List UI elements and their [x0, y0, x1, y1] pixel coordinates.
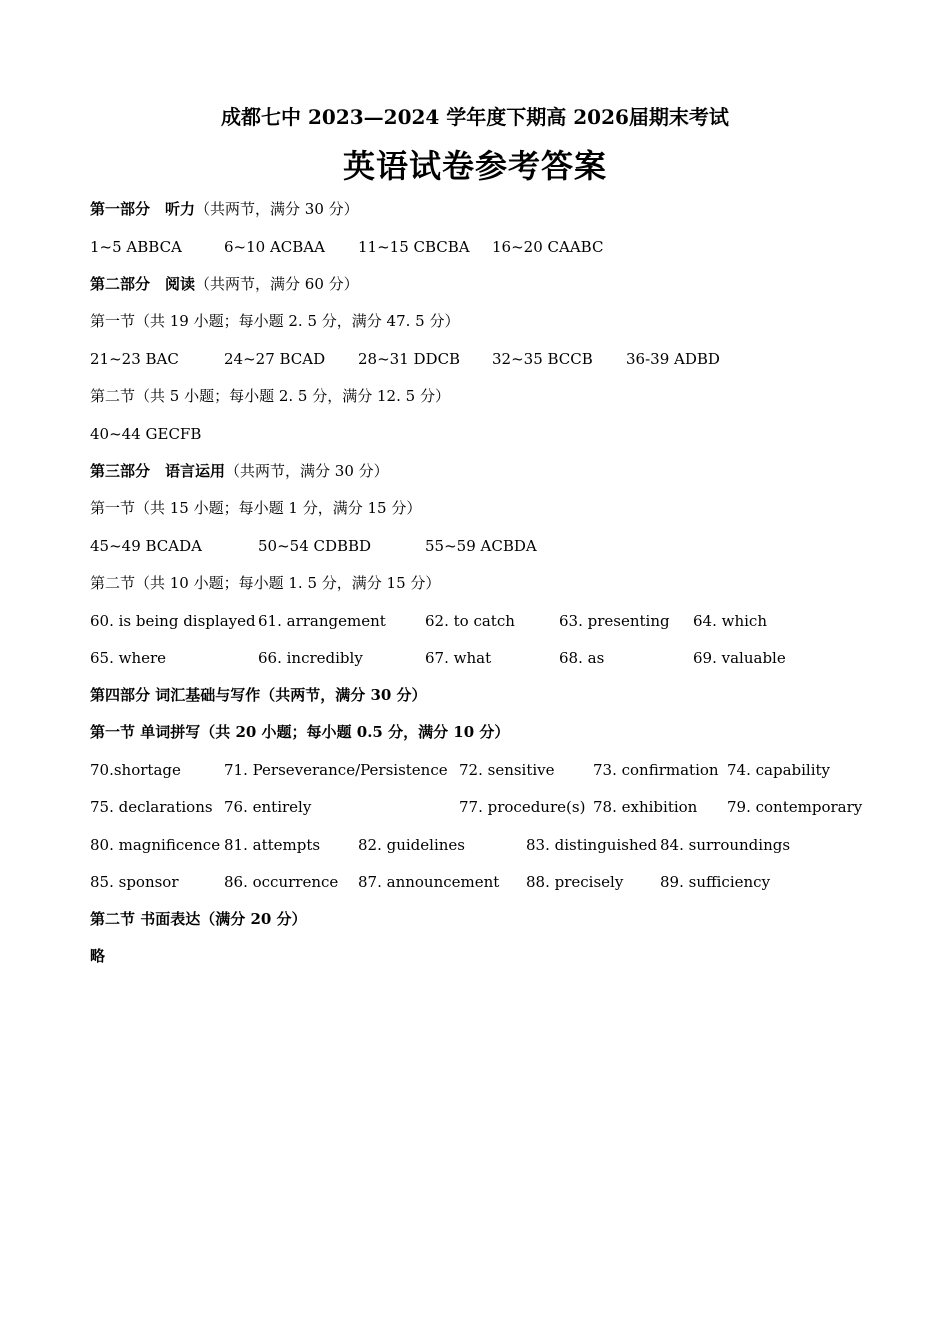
part2-s1-answer-3: 28~31 DDCB	[358, 350, 461, 368]
part4-s1-cell: 83. distinguished	[526, 836, 658, 854]
part2-section2-heading: 第二节（共 5 小题；每小题 2. 5 分，满分 12. 5 分）	[90, 387, 450, 405]
part4-s1-cell: 79. contemporary	[727, 798, 863, 816]
part2-s2-answer-1: 40~44 GECFB	[90, 425, 202, 443]
part3-section2-heading: 第二节（共 10 小题；每小题 1. 5 分，满分 15 分）	[90, 574, 441, 592]
part4-s1-cell: 71. Perseverance/Persistence	[224, 761, 448, 779]
part4-s1-cell: 82. guidelines	[358, 836, 465, 854]
part4-section2-answer: 略	[90, 947, 106, 965]
part4-s1-cell: 85. sponsor	[90, 873, 179, 891]
part4-s1-cell: 78. exhibition	[593, 798, 698, 816]
part2-s1-answer-1: 21~23 BAC	[90, 350, 179, 368]
part1-heading-line	[90, 199, 359, 219]
part2-heading-line	[90, 274, 359, 294]
part4-s1-cell: 81. attempts	[224, 836, 321, 854]
part3-s2-cell: 64. which	[693, 612, 767, 630]
part2-s1-answer-5: 36-39 ADBD	[626, 350, 720, 368]
part3-heading: 第三部分 语言运用	[90, 462, 226, 480]
part2-heading: 第二部分 阅读	[90, 275, 196, 293]
part1-answer-3: 11~15 CBCBA	[358, 238, 470, 256]
part3-s2-cell: 67. what	[425, 649, 492, 667]
part3-note: （共两节，满分 30 分）	[225, 462, 389, 480]
part4-section2-heading: 第二节 书面表达（满分 20 分）	[90, 910, 307, 928]
part3-s2-cell: 69. valuable	[693, 649, 786, 667]
part3-s2-cell: 61. arrangement	[258, 612, 386, 630]
part2-s1-answer-4: 32~35 BCCB	[492, 350, 593, 368]
part3-heading-line	[90, 461, 389, 481]
part4-s1-cell: 86. occurrence	[224, 873, 339, 891]
part4-s1-cell: 84. surroundings	[660, 836, 791, 854]
part2-section1-heading: 第一节（共 19 小题；每小题 2. 5 分，满分 47. 5 分）	[90, 312, 460, 330]
part1-answer-1: 1~5 ABBCA	[90, 238, 182, 256]
part4-s1-cell: 70.shortage	[90, 761, 181, 779]
part4-s1-cell: 77. procedure(s)	[459, 798, 586, 816]
part4-s1-cell: 72. sensitive	[459, 761, 555, 779]
part1-answer-4: 16~20 CAABC	[492, 238, 604, 256]
part4-s1-cell: 80. magnificence	[90, 836, 221, 854]
part3-s2-cell: 65. where	[90, 649, 167, 667]
part4-section1-heading: 第一节 单词拼写（共 20 小题；每小题 0.5 分，满分 10 分）	[90, 723, 510, 741]
part4-s1-cell: 87. announcement	[358, 873, 500, 891]
part3-s1-answer-1: 45~49 BCADA	[90, 537, 202, 555]
part4-s1-cell: 75. declarations	[90, 798, 213, 816]
exam-title: 成都七中 2023—2024 学年度下期高 2026届期末考试	[221, 105, 729, 129]
part1-heading: 第一部分 听力	[90, 200, 196, 218]
part4-s1-cell: 73. confirmation	[593, 761, 719, 779]
part4-s1-cell: 88. precisely	[526, 873, 624, 891]
part1-note: （共两节，满分 30 分）	[195, 200, 359, 218]
part3-s2-cell: 63. presenting	[559, 612, 670, 630]
part1-answer-2: 6~10 ACBAA	[224, 238, 325, 256]
part4-s1-cell: 89. sufficiency	[660, 873, 771, 891]
part3-section1-heading: 第一节（共 15 小题；每小题 1 分，满分 15 分）	[90, 499, 422, 517]
part2-note: （共两节，满分 60 分）	[195, 275, 359, 293]
part3-s2-cell: 68. as	[559, 649, 605, 667]
part3-s1-answer-3: 55~59 ACBDA	[425, 537, 537, 555]
part4-s1-cell: 74. capability	[727, 761, 831, 779]
part4-s1-cell: 76. entirely	[224, 798, 312, 816]
part3-s1-answer-2: 50~54 CDBBD	[258, 537, 372, 555]
part3-s2-cell: 60. is being displayed	[90, 612, 256, 630]
part3-s2-cell: 66. incredibly	[258, 649, 363, 667]
page-title: 英语试卷参考答案	[342, 147, 607, 185]
part3-s2-cell: 62. to catch	[425, 612, 515, 630]
part2-s1-answer-2: 24~27 BCAD	[224, 350, 326, 368]
part4-heading: 第四部分 词汇基础与写作（共两节，满分 30 分）	[90, 686, 427, 704]
